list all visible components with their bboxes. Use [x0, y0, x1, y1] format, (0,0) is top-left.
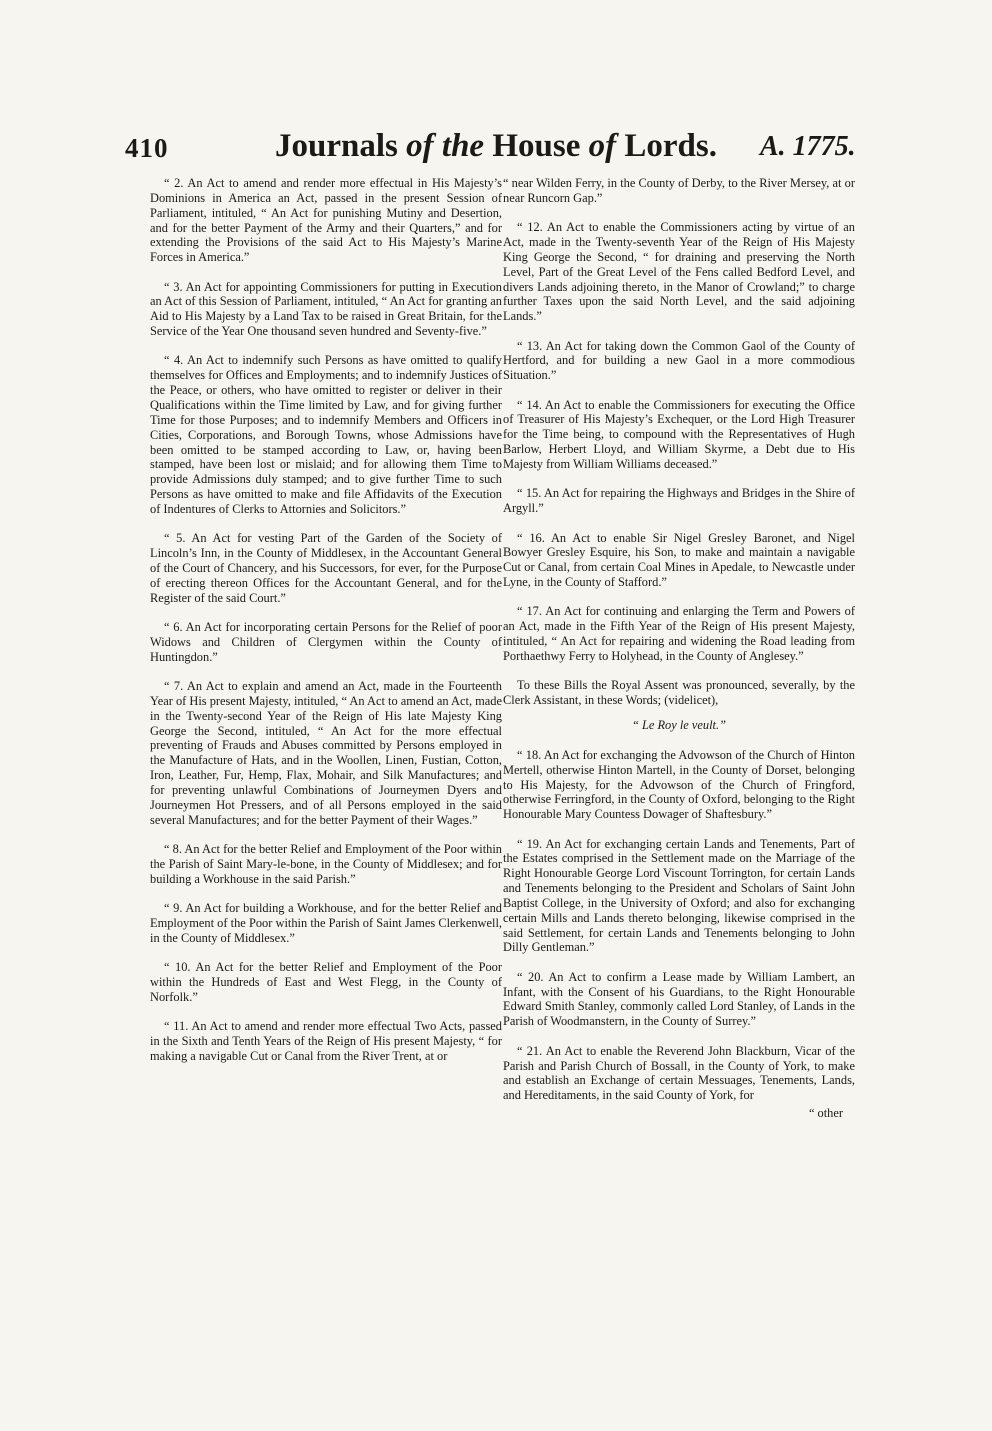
page-number: 410 [125, 133, 169, 163]
right-column [503, 176, 855, 1120]
act-paragraph-7: “ 7. An Act to explain and amend an Act, made in the Fourteenth Year of His present Majesty, intituled, “ An Act to amend an Act, made in the Twenty-second Year of the Reign of His late Majesty King George the Second, intituled, “ An Act for the more effectual preventing of Frauds and Abuses committed by Persons employed in the Manufacture of Hats, and in the Woollen, Linen, Fustian, Cotton, Iron, Leather, Fur, Hemp, Flax, Mohair, and Silk Manufactures; and for preventing unlawful Combinations of Journeymen Dyers and Journeymen Hot Pressers, and of all Persons employed in the said several Manufactures; and for the better Payment of their Wages.” [150, 678, 502, 827]
act-paragraph-11: “ 11. An Act to amend and render more effectual Two Acts, passed in the Sixth and Tenth Years of the Reign of His present Majesty, “ for making a navigable Cut or Canal from the River Trent, at or [150, 1019, 502, 1063]
act-paragraph-4: “ 4. An Act to indemnify such Persons as have omitted to qualify themselves for Offices and Employments; and to indemnify Justices of the Peace, or others, who have omitted to register or deliver in their Qualifications within the Time limited by Law, and for giving further Time for those Purposes; and to indemnify Members and Officers in Cities, Corporations, and Borough Towns, whose Admissions have been omitted to be stamped according to Law, or, having been stamped, have been lost or mislaid; and for allowing them Time to provide Admissions duly stamped; and to give further Time to such Persons as have omitted to make and file Affidavits of the Execution of Indentures of Clerks to Attornies and Solicitors.” [150, 353, 502, 516]
title-the: the [433, 128, 493, 164]
left-column [150, 176, 502, 1078]
act-paragraph-18: “ 18. An Act for exchanging the Advowson of the Church of Hinton Mertell, otherwise Hinton Martell, in the County of Dorset, belonging to His Majesty, for the Advowson of the Church of Fringford, otherwise Ferringford, in the County of Oxford, belonging to the Right Honourable Mary Countess Dowager of Shaftesbury.” [503, 747, 855, 822]
act-paragraph-8: “ 8. An Act for the better Relief and Employment of the Poor within the Parish of Saint Mary-le-bone, in the County of Middlesex; and for building a Workhouse in the said Parish.” [150, 841, 502, 886]
title-house: House [492, 128, 581, 164]
act-paragraph-21: “ 21. An Act to enable the Reverend John Blackburn, Vicar of the Parish and Parish Church of Bossall, in the County of York, to make and establish an Exchange of certain Messuages, Tenements, Lands, and Hereditaments, in the said County of York, for [503, 1043, 855, 1103]
act-paragraph-11-continued: “ near Wilden Ferry, in the County of Derby, to the River Mersey, at or near Runcorn Gap.” [503, 176, 855, 205]
act-paragraph-20: “ 20. An Act to confirm a Lease made by William Lambert, an Infant, with the Consent of his Guardians, to the Right Honourable Edward Smith Stanley, commonly called Lord Stanley, of Lands in the Parish of Woodmanstern, in the County of Surrey.” [503, 969, 855, 1029]
catchword: “ other [808, 1105, 843, 1120]
act-paragraph-6: “ 6. An Act for incorporating certain Persons for the Relief of poor Widows and Children of Clergymen within the County of Huntingdon.” [150, 619, 502, 664]
act-paragraph-13: “ 13. An Act for taking down the Common Gaol of the County of Hertford, and for building a new Gaol in a more commodious Situation.” [503, 338, 855, 383]
year-marker: A. 1775. [760, 131, 856, 162]
act-paragraph-15: “ 15. An Act for repairing the Highways and Bridges in the Shire of Argyll.” [503, 486, 855, 516]
act-paragraph-3: “ 3. An Act for appointing Commissioners for putting in Execution an Act of this Session of Parliament, intituled, “ An Act for granting an Aid to His Majesty by a Land Tax to be raised in Great Britain, for the Service of the Year One thousand seven hundred and Seventy-five.” [150, 279, 502, 339]
title-space [580, 128, 588, 164]
act-paragraph-9: “ 9. An Act for building a Workhouse, and for the better Relief and Employment of the Poor within the Parish of Saint James Clerkenwell, in the County of Middlesex.” [150, 900, 502, 945]
act-paragraph-19: “ 19. An Act for exchanging certain Lands and Tenements, Part of the Estates comprised in the Settlement made on the Marriage of the Right Honourable George Lord Viscount Torrington, for certain Lands and Tenements belonging to the President and Scholars of Saint John Baptist College, in the University of Oxford; and also for exchanging certain Mills and Lands thereto belonging, likewise comprised in the said Settlement, for certain Lands and Tenements belonging to John Dilly Gentleman.” [503, 836, 855, 955]
act-paragraph-12: “ 12. An Act to enable the Commissioners acting by virtue of an Act, made in the Twenty-seventh Year of the Reign of His Majesty King George the Second, “ for draining and preserving the North Level, Part of the Great Level of the Fens called Bedford Level, and divers Lands adjoining thereto, in the Manor of Crowland;” to charge further Taxes upon the said North Level, and the said adjoining Lands.” [503, 220, 855, 324]
royal-assent-text: To these Bills the Royal Assent was pronounced, severally, by the Clerk Assistant, in these Words; (videlicet), [503, 678, 855, 708]
act-paragraph-5: “ 5. An Act for vesting Part of the Garden of the Society of Lincoln’s Inn, in the County of Middlesex, in the Accountant General of the Court of Chancery, and his Successors, for ever, for the Purpose of erecting thereon Offices for the Accountant General, and for the Register of the said Court.” [150, 531, 502, 605]
act-paragraph-10: “ 10. An Act for the better Relief and Employment of the Poor within the Hundreds of East and West Flegg, in the County of Norfolk.” [150, 959, 502, 1004]
royal-assent-words: “ Le Roy le veult.” [632, 718, 726, 733]
act-paragraph-2: “ 2. An Act to amend and render more effectual in His Majesty’s Dominions in America an Act, passed in the present Session of Parliament, intituled, “ An Act for punishing Mutiny and Desertion, and for the better Payment of the Army and their Quarters,” and for extending the Provisions of the said Act to His Majesty’s Marine Forces in America.” [150, 176, 502, 265]
act-paragraph-14: “ 14. An Act to enable the Commissioners for executing the Office of Treasurer of His Majesty’s Exchequer, or the Lord High Treasurer for the Time being, to compound with the Representatives of Hugh Barlow, Herbert Lloyd, and William Skyrme, a Debt due to His Majesty from William Williams deceased.” [503, 397, 855, 471]
act-paragraph-17: “ 17. An Act for continuing and enlarging the Term and Powers of an Act, made in the Fifth Year of the Reign of His present Majesty, intituled, “ An Act for repairing and widening the Road leading from Porthaethwy Ferry to Holyhead, in the County of Anglesey.” [503, 604, 855, 663]
act-paragraph-16: “ 16. An Act to enable Sir Nigel Gresley Baronet, and Nigel Bowyer Gresley Esquire, his Son, to make and maintain a navigable Cut or Canal, from certain Coal Mines in Apedale, to Newcastle under Lyne, in the County of Stafford.” [503, 530, 855, 590]
title-of-2: of [588, 128, 617, 164]
title-of: of [406, 128, 434, 164]
title-journals: Journals [275, 128, 407, 164]
title-lords: Lords. [616, 128, 717, 164]
